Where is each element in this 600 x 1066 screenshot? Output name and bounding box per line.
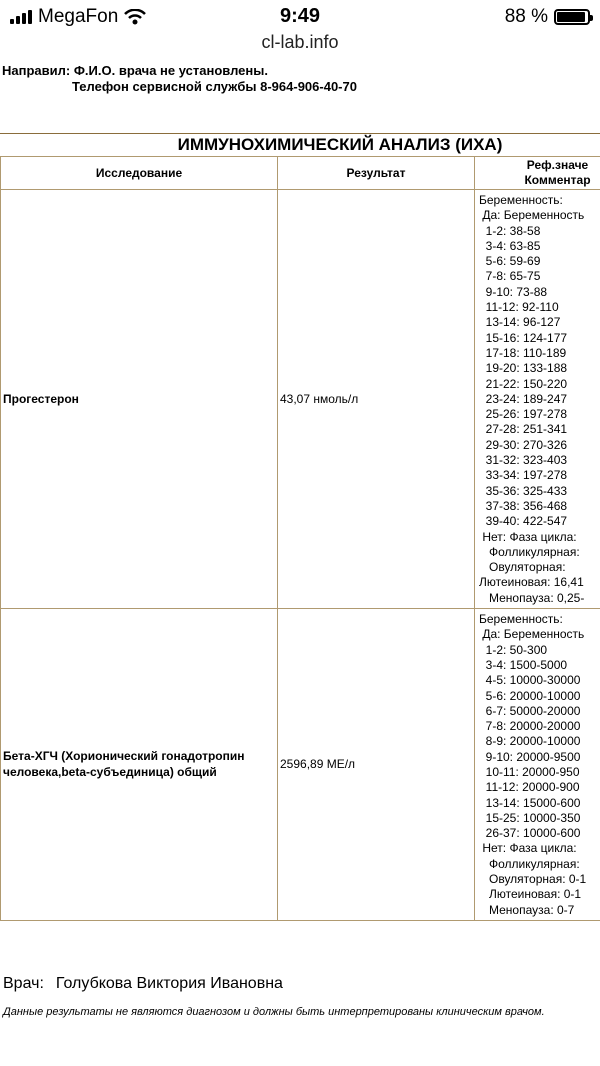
battery-icon xyxy=(554,9,590,25)
test-result: 2596,89 МЕ/л xyxy=(278,609,475,921)
sender-line: Направил: Ф.И.О. врача не установлены. xyxy=(2,63,268,78)
doctor-name: Голубкова Виктория Ивановна xyxy=(55,975,283,992)
table-header-row xyxy=(1,157,600,190)
test-result: 43,07 нмоль/л xyxy=(278,190,475,609)
header-test: Исследование xyxy=(1,157,278,190)
header-reference: Реф.значе Комментар xyxy=(475,157,600,190)
test-name: Бета-ХГЧ (Хорионический гонадотропин человека,beta-субъединица) общий xyxy=(1,609,278,921)
clock: 9:49 xyxy=(279,5,321,27)
results-table xyxy=(0,156,600,921)
phone-line: Телефон сервисной службы 8-964-906-40-70 xyxy=(72,79,357,94)
section-title: ИММУНОХИМИЧЕСКИЙ АНАЛИЗ (ИХА) xyxy=(0,133,600,155)
test-name: Прогестерон xyxy=(1,190,278,609)
status-bar xyxy=(0,0,600,34)
carrier-label: MegaFon xyxy=(38,6,119,27)
reference-values: Беременность: Да: Беременность 1-2: 50-300 3-4: 1500-5000 4-5: 10000-30000 5-6: 20000-10000 6-7: 50000-20000 7-8: 20000-20000 8-9: 20000-10000 9-10: 20000-9500 10-11: 20000-950 11-12: 20000-900 13-14: 15000-600 15-25: 10000-350 26-37: 10000-600 Нет: Фаза цикла: Фолликулярная: Овуляторная: 0-1 Лютеиновая: 0-1 Менопауза: 0-7 xyxy=(475,609,600,921)
disclaimer: Данные результаты не являются диагнозом и должны быть интерпретированы клиническим врачом. xyxy=(3,1006,545,1018)
reference-values: Беременность: Да: Беременность 1-2: 38-58 3-4: 63-85 5-6: 59-69 7-8: 65-75 9-10: 73-88 11-12: 92-110 13-14: 96-127 15-16: 124-177 17-18: 110-189 19-20: 133-188 21-22: 150-220 23-24: 189-247 25-26: 197-278 27-28: 251-341 29-30: 270-326 31-32: 323-403 33-34: 197-278 35-36: 325-433 37-38: 356-468 39-40: 422-547 Нет: Фаза цикла: Фолликулярная: Овуляторная: Лютеиновая: 16,41 Менопауза: 0,25- xyxy=(475,190,600,609)
address-bar[interactable]: cl-lab.info xyxy=(261,32,339,52)
doctor-label: Врач: xyxy=(3,975,44,992)
table-row xyxy=(1,190,600,609)
table-row xyxy=(1,609,600,921)
status-right xyxy=(505,6,590,28)
header-result: Результат xyxy=(278,157,475,190)
battery-percent: 88 % xyxy=(504,6,548,27)
doctor-line xyxy=(3,975,283,993)
report-header xyxy=(2,63,357,95)
